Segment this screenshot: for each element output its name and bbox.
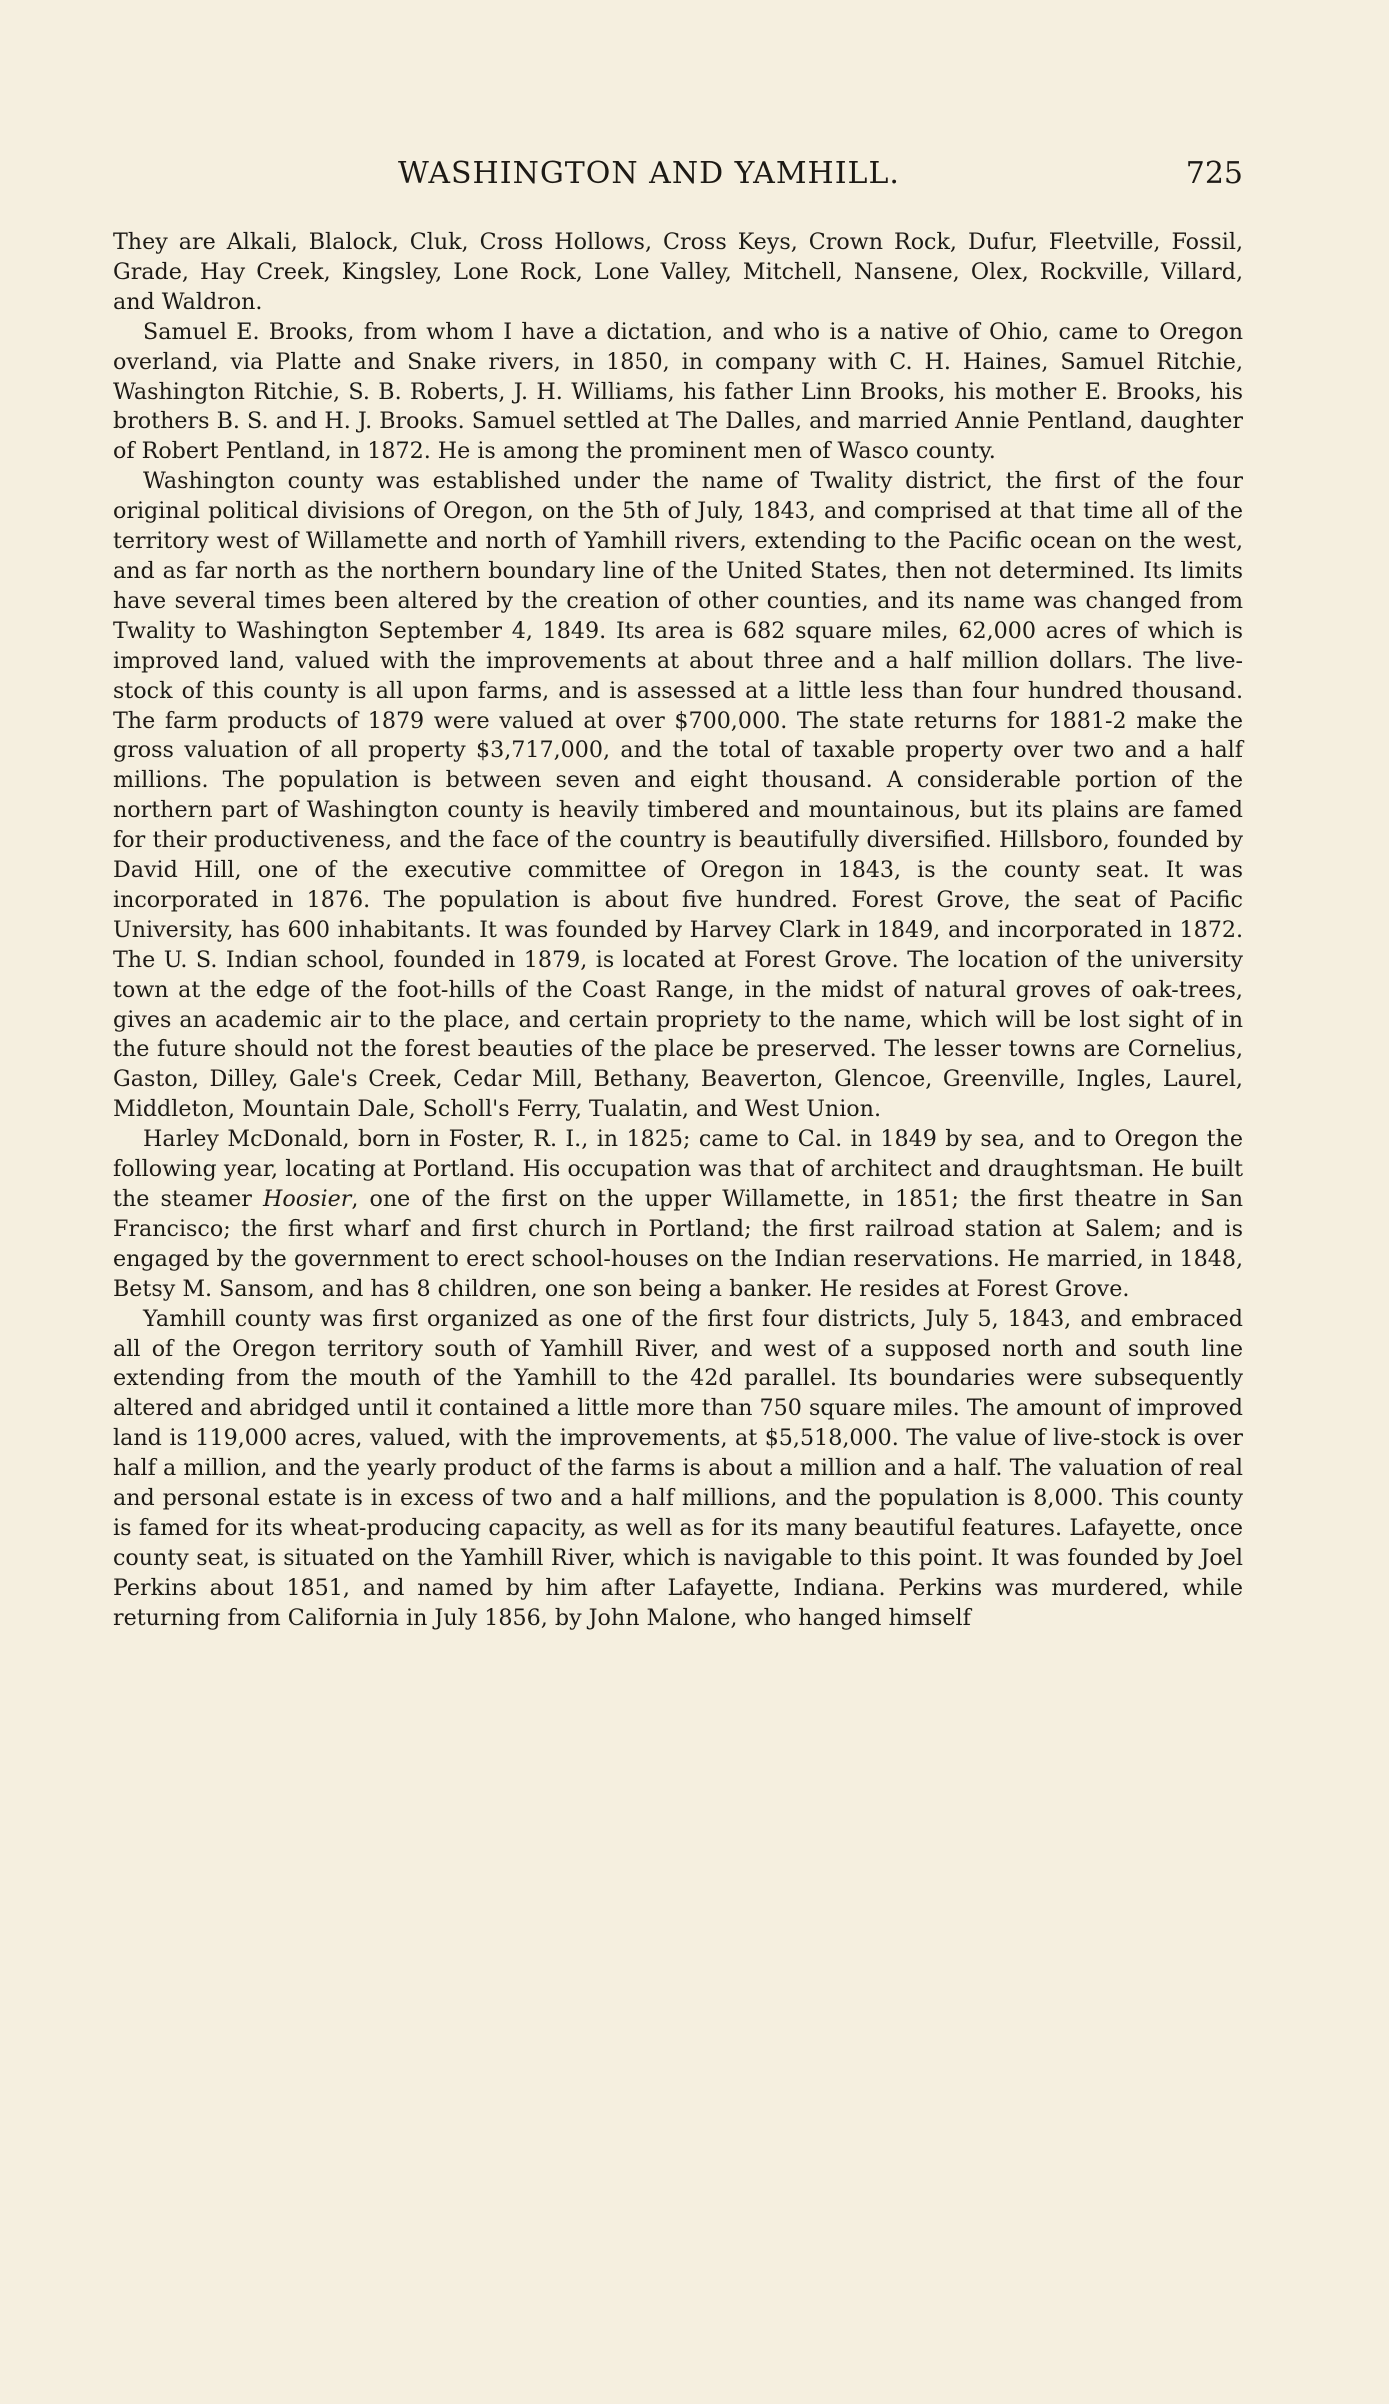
- harley-mcdonald-text-2: , one of the first on the upper Willamette, in 1851; the first theatre in San Francisco; the first wharf and first church in Portland; the first railroad station at Salem; and is engaged by the government to erect school-houses on the Indian reservations. He married, in 1848, Betsy M. Sansom, and has 8 children, one son being a banker. He resides at Forest Grove.: [113, 1186, 1243, 1302]
- steamer-name: Hoosier: [263, 1186, 352, 1212]
- body-text: [113, 228, 1243, 1634]
- paragraph-washington-county: Washington county was established under the name of Twality district, the first of the four original political divisions of Oregon, on the 5th of July, 1843, and comprised at that time all of the territory west of Willamette and north of Yamhill rivers, extending to the Pacific ocean on the west, and as far north as the northern boundary line of the United States, then not determined. Its limits have several times been altered by the creation of other counties, and its name was changed from Twality to Washington September 4, 1849. Its area is 682 square miles, 62,000 acres of which is improved land, valued with the improvements at about three and a half million dollars. The live-stock of this county is all upon farms, and is assessed at a little less than four hundred thousand. The farm products of 1879 were valued at over $700,000. The state returns for 1881-2 make the gross valuation of all property $3,717,000, and the total of taxable property over two and a half millions. The population is between seven and eight thousand. A considerable portion of the northern part of Washington county is heavily timbered and mountainous, but its plains are famed for their productiveness, and the face of the country is beautifully diversified. Hillsboro, founded by David Hill, one of the executive committee of Oregon in 1843, is the county seat. It was incorporated in 1876. The population is about five hundred. Forest Grove, the seat of Pacific University, has 600 inhabitants. It was founded by Harvey Clark in 1849, and incorporated in 1872. The U. S. Indian school, founded in 1879, is located at Forest Grove. The location of the university town at the edge of the foot-hills of the Coast Range, in the midst of natural groves of oak-trees, gives an academic air to the place, and certain propriety to the name, which will be lost sight of in the future should not the forest beauties of the place be preserved. The lesser towns are Cornelius, Gaston, Dilley, Gale's Creek, Cedar Mill, Bethany, Beaverton, Glencoe, Greenville, Ingles, Laurel, Middleton, Mountain Dale, Scholl's Ferry, Tualatin, and West Union.: [113, 468, 1243, 1123]
- page-number: 725: [1185, 156, 1243, 191]
- paragraph-yamhill-county: Yamhill county was first organized as one of the first four districts, July 5, 1843, and embraced all of the Oregon territory south of Yamhill River, and west of a supposed north and south line extending from the mouth of the Yamhill to the 42d parallel. Its boundaries were subsequently altered and abridged until it contained a little more than 750 square miles. The amount of improved land is 119,000 acres, valued, with the improvements, at $5,518,000. The value of live-stock is over half a million, and the yearly product of the farms is about a million and a half. The valuation of real and personal estate is in excess of two and a half millions, and the population is 8,000. This county is famed for its wheat-producing capacity, as well as for its many beautiful features. Lafayette, once county seat, is situated on the Yamhill River, which is navigable to this point. It was founded by Joel Perkins about 1851, and named by him after Lafayette, Indiana. Perkins was murdered, while returning from California in July 1856, by John Malone, who hanged himself: [113, 1305, 1243, 1631]
- paragraph-town-list: They are Alkali, Blalock, Cluk, Cross Hollows, Cross Keys, Crown Rock, Dufur, Fleetville, Fossil, Grade, Hay Creek, Kingsley, Lone Rock, Lone Valley, Mitchell, Nansene, Olex, Rockville, Villard, and Waldron.: [113, 229, 1243, 315]
- page-header: [113, 153, 1243, 203]
- paragraph-samuel-brooks: Samuel E. Brooks, from whom I have a dictation, and who is a native of Ohio, came to Oregon overland, via Platte and Snake rivers, in 1850, in company with C. H. Haines, Samuel Ritchie, Washington Ritchie, S. B. Roberts, J. H. Williams, his father Linn Brooks, his mother E. Brooks, his brothers B. S. and H. J. Brooks. Samuel settled at The Dalles, and married Annie Pentland, daughter of Robert Pentland, in 1872. He is among the prominent men of Wasco county.: [113, 318, 1243, 465]
- harley-mcdonald-text-1: Harley McDonald, born in Foster, R. I., in 1825; came to Cal. in 1849 by sea, and to Oregon the following year, locating at Portland. His occupation was that of architect and draughtsman. He built the steamer: [113, 1126, 1243, 1212]
- paragraph-harley-mcdonald: [113, 1125, 1243, 1304]
- running-title: WASHINGTON AND YAMHILL.: [398, 156, 900, 191]
